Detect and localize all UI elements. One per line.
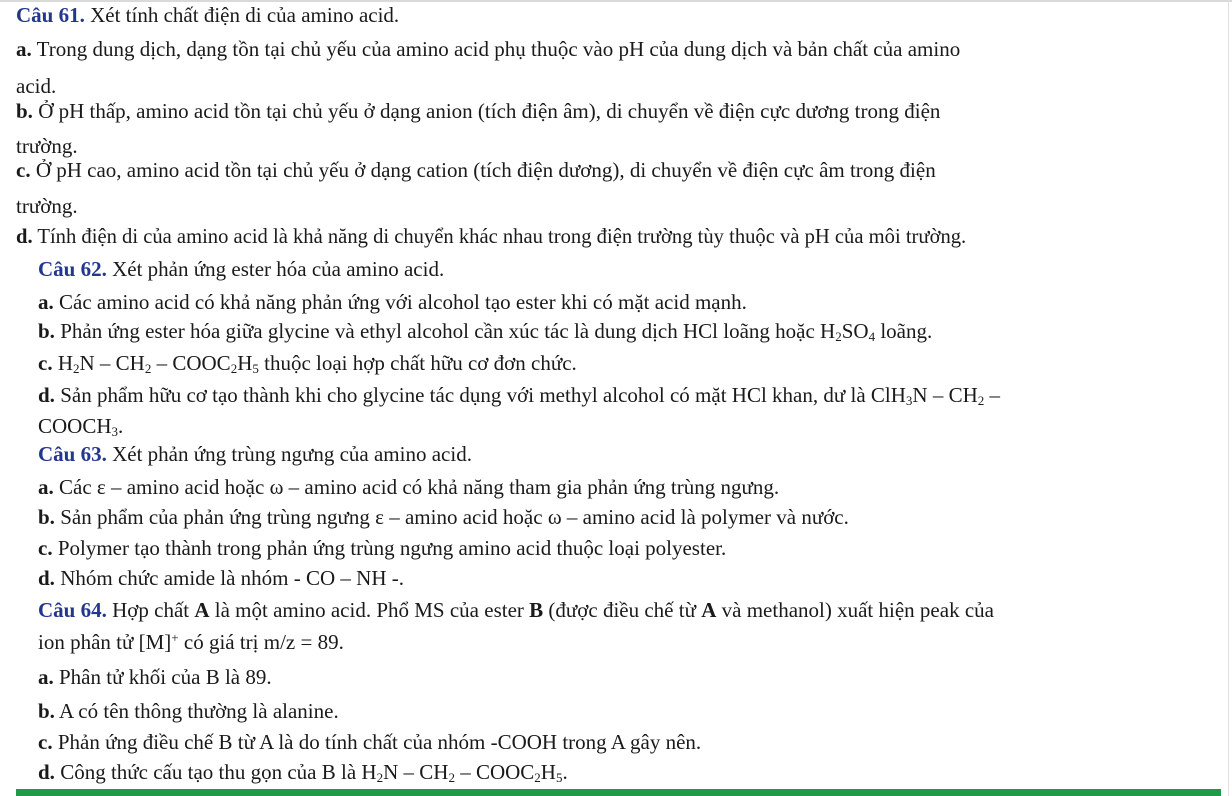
option-letter: b.: [38, 699, 55, 723]
option-letter: b.: [38, 319, 55, 343]
formula-text: N – CH: [912, 383, 978, 407]
option-letter: a.: [38, 290, 54, 314]
subscript: 3: [905, 393, 913, 408]
q61-option-b: [16, 98, 940, 124]
option-text: .: [118, 414, 124, 438]
option-text: Các amino acid có khả năng phản ứng với alcohol tạo ester khi có mặt acid mạnh.: [53, 290, 747, 314]
question-text: và methanol) xuất hiện peak của: [716, 598, 994, 622]
subscript: 2: [376, 770, 384, 785]
q63-option-a: [38, 474, 779, 500]
q61-option-c-cont: [16, 193, 78, 219]
formula-text: H: [540, 760, 556, 784]
q64-option-c: [38, 729, 701, 755]
option-text: trường.: [16, 194, 78, 218]
option-text: Sản phẩm hữu cơ tạo thành khi cho glycine tác dụng với methyl alcohol có mặt HCl khan, dư là ClH: [54, 383, 906, 407]
question-label: Câu 63.: [38, 442, 107, 466]
subscript: 2: [144, 361, 152, 376]
option-text: Nhóm chức amide là nhóm - CO – NH -.: [54, 566, 405, 590]
option-text: A có tên thông thường là alanine.: [54, 699, 339, 723]
option-letter: d.: [38, 760, 55, 784]
formula-text: H: [52, 351, 73, 375]
question-text: Hợp chất: [106, 598, 195, 622]
option-text: Ở pH thấp, amino acid tồn tại chủ yếu ở dạng anion (tích điện âm), di chuyển về điện cực dương trong điện: [32, 99, 941, 123]
q62-option-b: [38, 318, 932, 344]
green-footer-bar: [16, 789, 1221, 796]
q64-option-d: [38, 759, 568, 785]
option-letter: c.: [38, 536, 53, 560]
question-text: (được điều chế từ: [543, 598, 702, 622]
option-text: Sản phẩm của phản ứng trùng ngưng ε – amino acid hoặc ω – amino acid là polymer và nước.: [54, 505, 849, 529]
question-64-title-cont: [38, 629, 344, 655]
option-text: loãng.: [875, 319, 933, 343]
option-text: trường.: [16, 134, 78, 158]
subscript: 5: [252, 361, 259, 376]
option-text: .: [562, 760, 568, 784]
formula-text: N – CH: [79, 351, 145, 375]
question-text: là một amino acid. Phổ MS của ester: [209, 598, 530, 622]
question-64-title: [38, 597, 994, 623]
q61-option-c: [16, 157, 936, 183]
question-61-title: [16, 2, 399, 28]
subscript: 2: [73, 361, 80, 376]
subscript: 4: [868, 329, 876, 344]
option-letter: c.: [16, 158, 31, 182]
option-letter: a.: [38, 475, 54, 499]
question-label: Câu 62.: [38, 257, 107, 281]
option-letter: a.: [38, 665, 54, 689]
subscript: 2: [534, 770, 541, 785]
question-label: Câu 64.: [38, 598, 107, 622]
question-text: Xét tính chất điện di của amino acid.: [84, 3, 400, 27]
q64-option-a: [38, 664, 272, 690]
option-letter: c.: [38, 351, 53, 375]
q63-option-d: [38, 565, 404, 591]
q61-option-a-cont: [16, 73, 56, 99]
formula-text: H: [237, 351, 253, 375]
q63-option-b: [38, 504, 849, 530]
q62-option-d: [38, 382, 1000, 408]
compound-label: A: [701, 598, 717, 622]
q62-option-a: [38, 289, 747, 315]
subscript: 3: [111, 424, 119, 439]
q62-option-d-cont: [38, 413, 123, 439]
option-text: Phân tử khối của B là 89.: [53, 665, 272, 689]
option-text: acid.: [16, 74, 57, 98]
question-62-title: [38, 256, 444, 282]
option-text: thuộc loại hợp chất hữu cơ đơn chức.: [258, 351, 577, 375]
option-text: Các ε – amino acid hoặc ω – amino acid có khả năng tham gia phản ứng trùng ngưng.: [53, 475, 780, 499]
question-label: Câu 61.: [16, 3, 85, 27]
option-letter: d.: [16, 226, 33, 248]
option-text: Phản ứng ester hóa giữa glycine và ethyl alcohol cần xúc tác là dung dịch HCl loãng hoặc H: [54, 319, 836, 343]
option-letter: b.: [16, 99, 33, 123]
option-letter: a.: [16, 37, 32, 61]
formula-text: N – CH: [383, 760, 449, 784]
option-letter: b.: [38, 505, 55, 529]
question-text: ion phân tử [M]: [38, 630, 172, 654]
q61-option-d: [16, 224, 966, 250]
formula-text: COOCH: [38, 414, 112, 438]
formula-text: – COOC: [151, 351, 231, 375]
q64-option-b: [38, 698, 339, 724]
q61-option-b-cont: [16, 133, 78, 159]
option-letter: c.: [38, 730, 53, 754]
q62-option-c: [38, 350, 577, 376]
option-text: Tính điện di của amino acid là khả năng di chuyển khác nhau trong điện trường tùy thuộc và pH của môi trường.: [32, 226, 967, 248]
formula-text: – COOC: [454, 760, 535, 784]
question-text: có giá trị m/z = 89.: [178, 630, 344, 654]
q63-option-c: [38, 535, 726, 561]
option-text: Polymer tạo thành trong phản ứng trùng ngưng amino acid thuộc loại polyester.: [52, 536, 727, 560]
compound-label: B: [529, 598, 544, 622]
option-letter: d.: [38, 566, 55, 590]
compound-label: A: [194, 598, 210, 622]
question-text: Xét phản ứng ester hóa của amino acid.: [106, 257, 445, 281]
subscript: 2: [230, 361, 238, 376]
option-text: Ở pH cao, amino acid tồn tại chủ yếu ở dạng cation (tích điện dương), di chuyển về điện cực âm trong điện: [30, 158, 936, 182]
option-letter: d.: [38, 383, 55, 407]
subscript: 5: [555, 770, 563, 785]
option-text: SO: [841, 319, 869, 343]
question-63-title: [38, 441, 472, 467]
q61-option-a: [16, 36, 960, 62]
option-text: –: [984, 383, 1001, 407]
option-text: Công thức cấu tạo thu gọn của B là H: [54, 760, 377, 784]
subscript: 2: [835, 329, 842, 344]
question-text: Xét phản ứng trùng ngưng của amino acid.: [106, 442, 472, 466]
right-border: [1228, 0, 1229, 796]
option-text: Trong dung dịch, dạng tồn tại chủ yếu của amino acid phụ thuộc vào pH của dung dịch và bản chất của amino: [31, 37, 961, 61]
subscript: 2: [977, 393, 985, 408]
subscript: 2: [448, 770, 455, 785]
option-text: Phản ứng điều chế B từ A là do tính chất của nhóm -COOH trong A gây nên.: [52, 730, 702, 754]
superscript: +: [171, 630, 179, 645]
